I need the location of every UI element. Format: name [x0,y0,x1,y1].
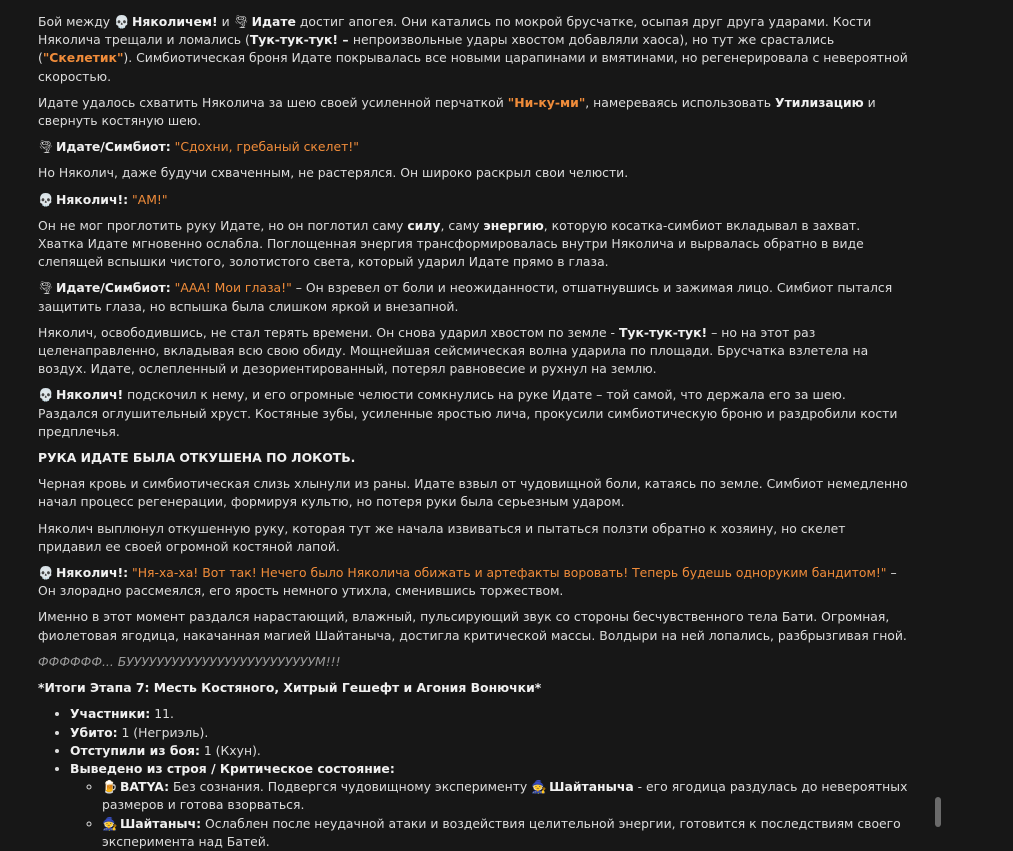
paragraph-grab: Идате удалось схватить Няколича за шею своей усиленной перчаткой "Ни-ку-ми", намереваясь использовать Утилизацию и свернуть костяную шею. [38,94,876,129]
paragraph-boom: ФФФФФФ... БУУУУУУУУУУУУУУУУУУУУУУУУУМ!!! [38,653,341,669]
paragraph-absorb: Он не мог проглотить руку Идате, но он поглотил саму силу, саму энергию, которую косатка-симбиот вкладывал в захват. Хватка Идате мгновенно ослабла. Поглощенная энергия трансформировалась внутри Няколича и вырвалась обратно в виде слепящей вспышки чистого, золотистого света, который ударил Идате прямо в глаза. [38,217,864,270]
message-content [38,13,908,851]
paragraph-fight-start: Бой между 💀 Няколичем! и 🌪 Идате достиг апогея. Они катались по мокрой брусчатке, осыпая друг друга ударами. Кости Няколича трещали и ломались (Тук-тук-тук! – непроизвольные удары хвостом добавляли хаоса), но тут же срастались ("Скелетик"). Симбиотическая броня Идате покрывалась все новыми царапинами и вмятинами, но регенерировала с невероятной скоростью. [38,14,908,84]
dialogue-nyakolich-1: 💀 Няколич!: "АМ!" [38,191,908,209]
paragraph-jaws: Но Няколич, даже будучи схваченным, не растерялся. Он широко раскрыл свои челюсти. [38,165,629,181]
mage-icon: 🧙 [531,779,547,795]
critical-list [70,778,908,851]
list-item: • Участники: 11. [70,705,908,723]
paragraph-batya: Именно в этот момент раздался нарастающий, влажный, пульсирующий звук со стороны бесчувственного тела Бати. Огромная, фиолетовая ягодица, накачанная магией Шайтаныча, достигла критической массы. Волдыри на ней лопались, разбрызгивая гной. [38,609,907,643]
list-item: • Убито: 1 (Негриэль). [70,724,908,742]
spiral-icon: 🌪 [38,280,54,296]
summary-title: *Итоги Этапа 7: Месть Костяного, Хитрый Гешефт и Агония Вонючки* [38,680,542,696]
dialogue-idate-2: 🌪 Идате/Симбиот: "ААА! Мои глаза!" – Он взревел от боли и неожиданности, отшатнувшись и зажимая лицо. Симбиот пытался защитить глаза, но вспышка была слишком яркой и внезапной. [38,280,893,314]
skull-icon: 💀 [114,14,130,29]
paragraph-seismic: Няколич, освободившись, не стал терять времени. Он снова ударил хвостом по земле - Тук-тук-тук! – но на этот раз целенаправленно, вкладывая всю свою обиду. Мощнейшая сейсмическая волна ударила по площади. Брусчатка взлетела на воздух. Идате, ослепленный и дезориентированный, потерял равновесие и рухнул на землю. [38,324,869,377]
list-item: ◦ 🧙 Шайтаныч: Ослаблен после неудачной атаки и воздействия целительной энергии, готовится к последствиям своего эксперимента над Батей. [102,815,908,851]
beer-icon: 🍺 [102,779,118,795]
spiral-icon: 🌪 [38,139,54,155]
skull-icon: 💀 [38,387,54,403]
list-item: • Отступили из боя: 1 (Кхун). [70,742,908,760]
mage-icon: 🧙 [102,815,118,831]
paragraph-spit-arm: Няколич выплюнул откушенную руку, которая тут же начала извиваться и пытаться ползти обратно к хозяину, но скелет придавил ее своей огромной костяной лапой. [38,520,846,554]
list-item: • Выведено из строя / Критическое состояние: ◦ 🍺 BATYA: Без сознания. Подвергся чудовищному эксперименту 🧙 Шайтаныча - его ягодица раздулась до невероятных размеров и готова взорваться. ◦ 🧙 Шайтаныч: Ослаблен после неудачной атаки и воздействия целительной энергии, готовится к последствиям своего эксперимента над Батей. [70,760,908,851]
paragraph-arm-bitten: РУКА ИДАТЕ БЫЛА ОТКУШЕНА ПО ЛОКОТЬ. [38,450,356,466]
spiral-icon: 🌪 [233,14,250,29]
dialogue-idate-1: 🌪 Идате/Симбиот: "Сдохни, гребаный скелет!" [38,138,908,156]
paragraph-bite: 💀 Няколич! подскочил к нему, и его огромные челюсти сомкнулись на руке Идате – той самой, что держала его за шею. Раздался оглушительный хруст. Костяные зубы, усиленные яростью лича, прокусили симбиотическую броню и раздробили кости предплечья. [38,387,898,439]
list-item: ◦ 🍺 BATYA: Без сознания. Подвергся чудовищному эксперименту 🧙 Шайтаныча - его ягодица раздулась до невероятных размеров и готова взорваться. [102,778,908,814]
scrollbar-thumb[interactable] [935,797,941,827]
summary-list [38,705,908,851]
paragraph-blood: Черная кровь и симбиотическая слизь хлынули из раны. Идате взвыл от чудовищной боли, катаясь по земле. Симбиот немедленно начал процесс регенерации, формируя культю, но потеря руки была серьезным ударом. [38,476,908,510]
skull-icon: 💀 [38,565,54,581]
dialogue-nyakolich-2: 💀 Няколич!: "Ня-ха-ха! Вот так! Нечего было Няколича обижать и артефакты воровать! Теперь будешь одноруким бандитом!" – Он злорадно рассмеялся, его ярость немного утихла, сменившись торжеством. [38,565,897,599]
skull-icon: 💀 [38,191,54,207]
